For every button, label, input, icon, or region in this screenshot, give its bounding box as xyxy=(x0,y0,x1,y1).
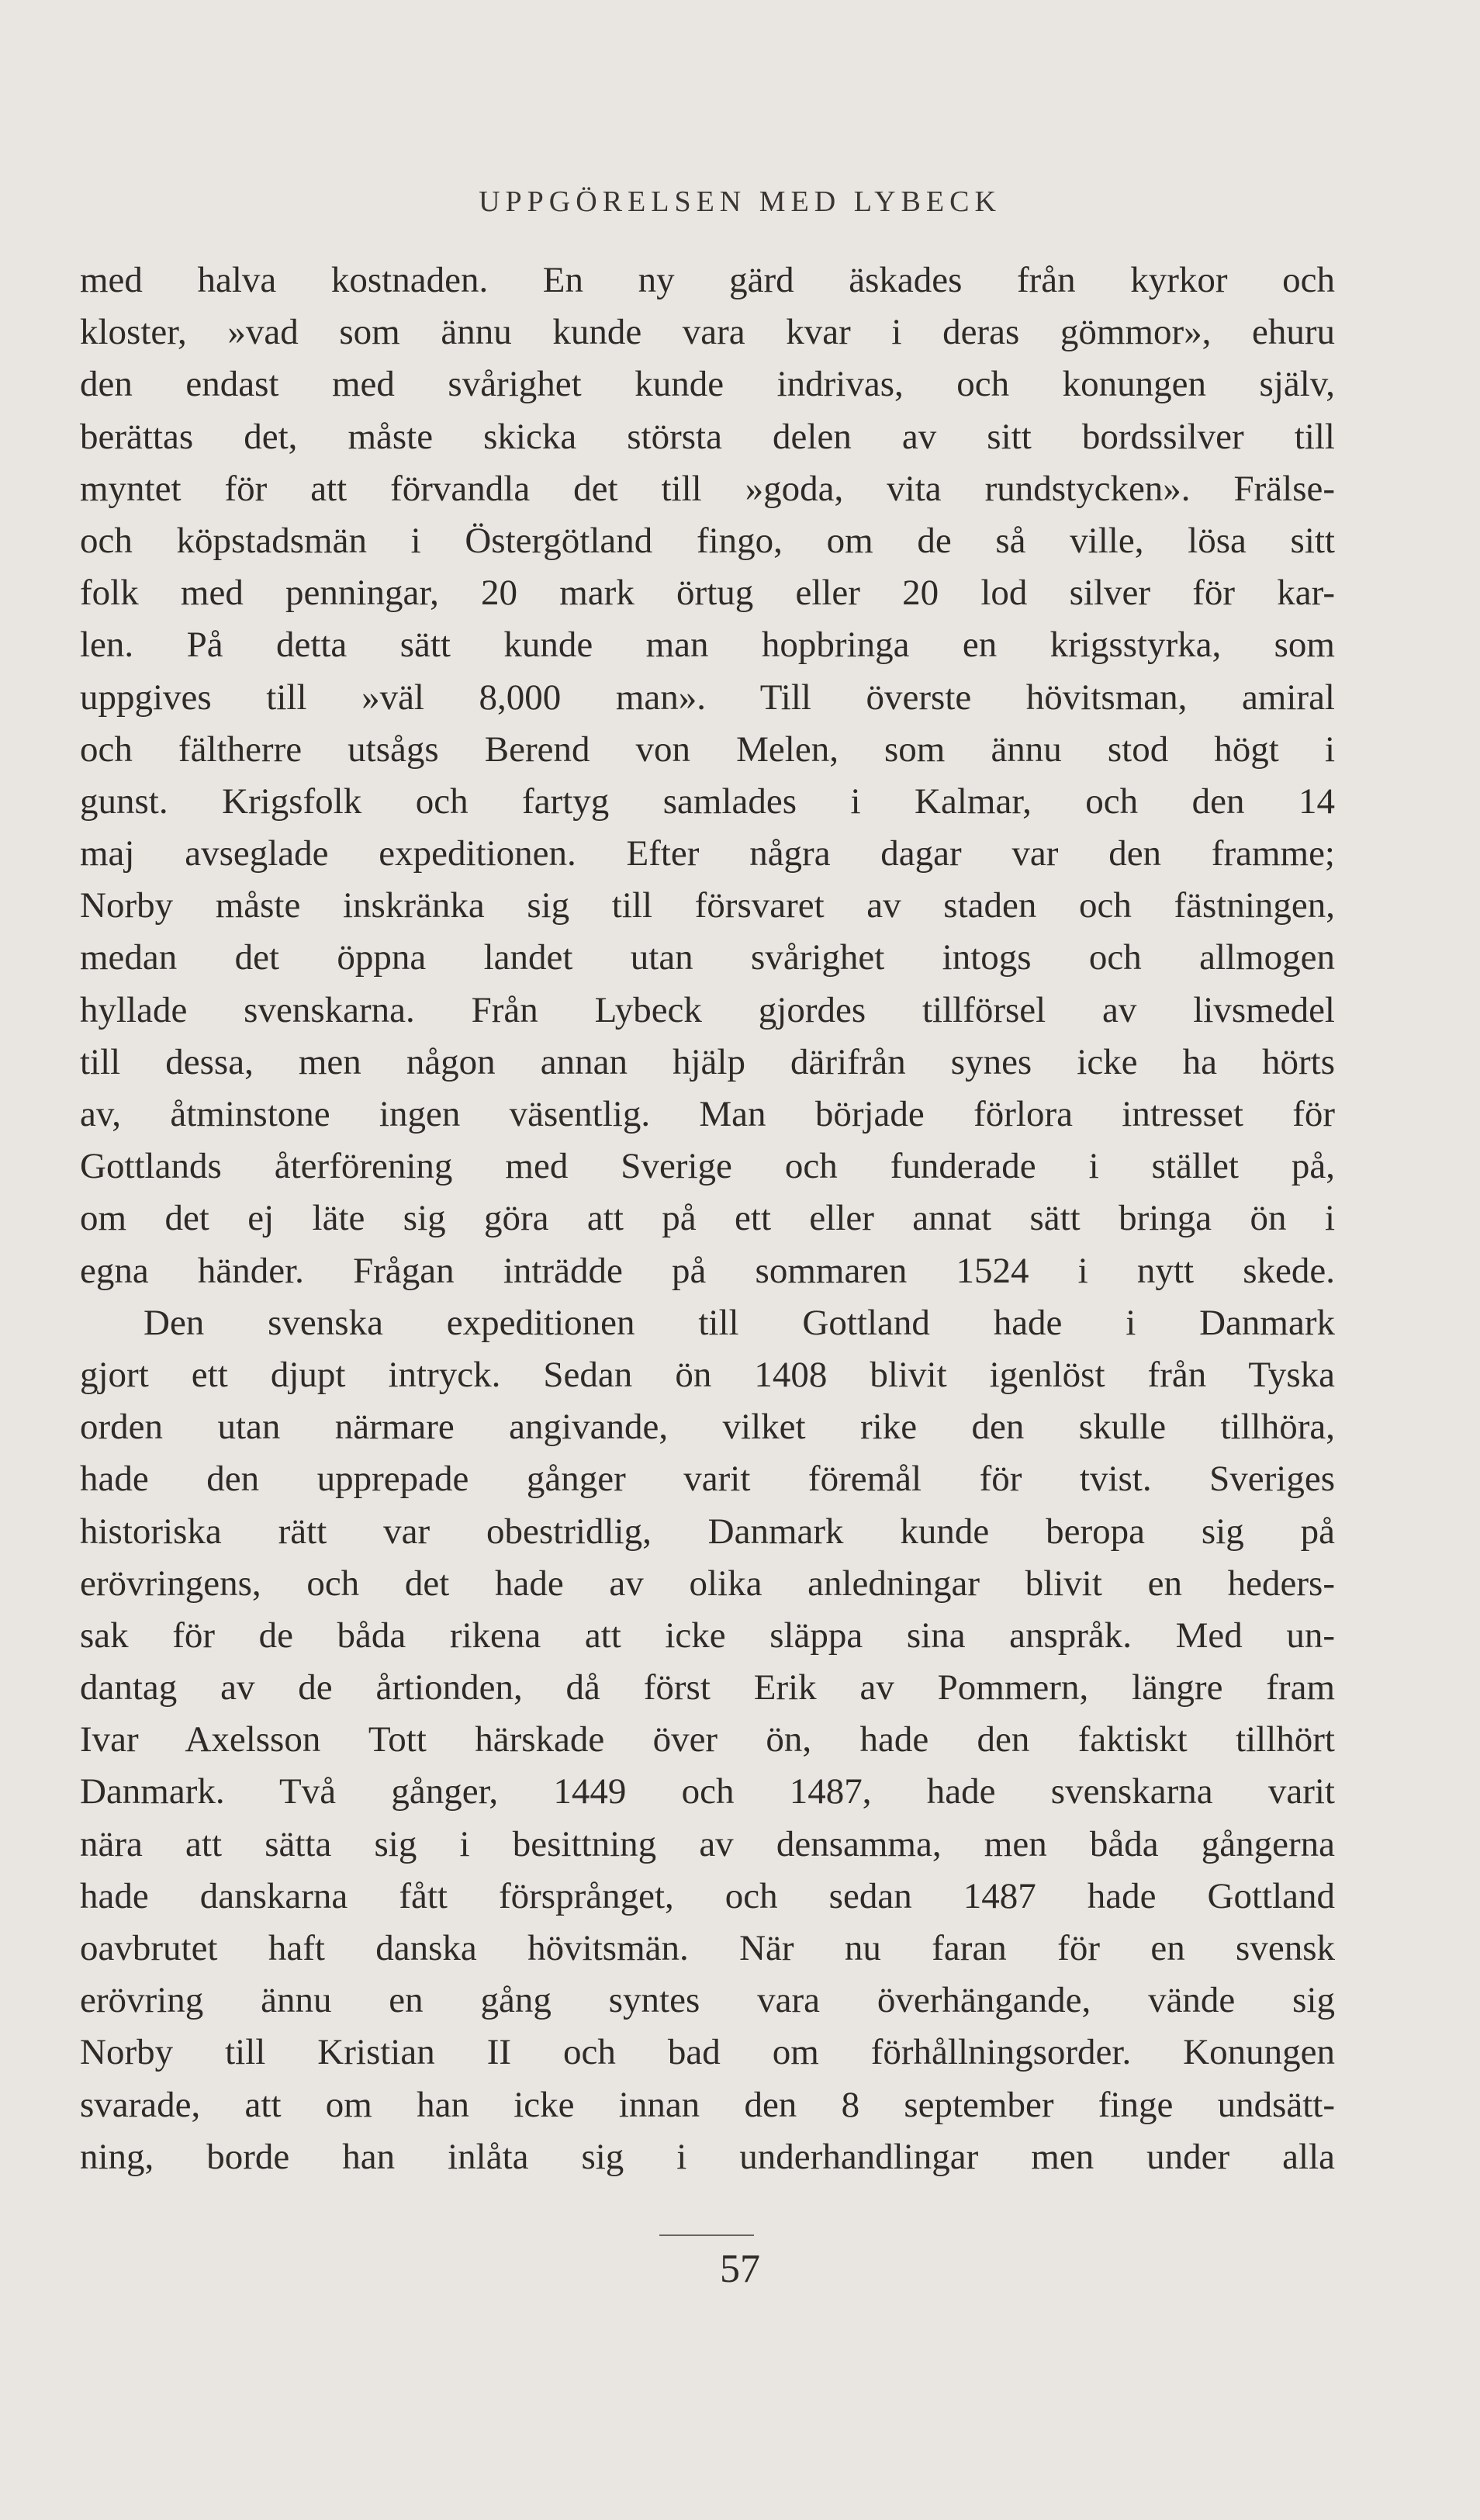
text-line: svarade, att om han icke innan den 8 september finge undsätt- xyxy=(80,2084,1335,2125)
text-line: gjort ett djupt intryck. Sedan ön 1408 blivit igenlöst från Tyska xyxy=(80,1354,1335,1395)
text-line: dantag av de årtionden, då först Erik av Pommern, längre fram xyxy=(80,1667,1335,1708)
text-line: uppgives till »väl 8,000 man». Till överste hövitsman, amiral xyxy=(80,677,1335,718)
text-line: erövringens, och det hade av olika anledningar blivit en heders- xyxy=(80,1563,1335,1604)
text-line: historiska rätt var obestridlig, Danmark kunde beropa sig på xyxy=(80,1511,1335,1552)
text-line: myntet för att förvandla det till »goda, vita rundstycken». Frälse- xyxy=(80,468,1335,509)
text-line: maj avseglade expeditionen. Efter några dagar var den framme; xyxy=(80,833,1335,874)
text-line: hade danskarna fått försprånget, och sedan 1487 hade Gottland xyxy=(80,1875,1335,1916)
text-line: erövring ännu en gång syntes vara överhängande, vände sig xyxy=(80,1980,1335,2021)
text-line: orden utan närmare angivande, vilket rike den skulle tillhöra, xyxy=(80,1407,1335,1448)
text-line: av, åtminstone ingen väsentlig. Man började förlora intresset för xyxy=(80,1094,1335,1134)
running-head: UPPGÖRELSEN MED LYBECK xyxy=(479,185,1001,218)
text-line: Norby måste inskränka sig till försvaret av staden och fästningen, xyxy=(80,885,1335,926)
text-line: och köpstadsmän i Östergötland fingo, om de så ville, lösa sitt xyxy=(80,520,1335,561)
text-line: oavbrutet haft danska hövitsmän. När nu faran för en svensk xyxy=(80,1928,1335,1968)
text-line: Ivar Axelsson Tott härskade över ön, hade den faktiskt tillhört xyxy=(80,1719,1335,1760)
text-line: med halva kostnaden. En ny gärd äskades från kyrkor och xyxy=(80,260,1335,300)
text-line: ning, borde han inlåta sig i underhandlingar men under alla xyxy=(80,2136,1335,2177)
text-line: berättas det, måste skicka största delen av sitt bordssilver till xyxy=(80,416,1335,457)
text-line: Norby till Kristian II och bad om förhållningsorder. Konungen xyxy=(80,2032,1335,2073)
text-line: om det ej läte sig göra att på ett eller annat sätt bringa ön i xyxy=(80,1198,1335,1239)
text-line: kloster, »vad som ännu kunde vara kvar i deras gömmor», ehuru xyxy=(80,312,1335,353)
text-line: den endast med svårighet kunde indrivas, och konungen själv, xyxy=(80,364,1335,405)
text-line: till dessa, men någon annan hjälp därifrån synes icke ha hörts xyxy=(80,1041,1335,1082)
text-line: sak för de båda rikena att icke släppa sina anspråk. Med un- xyxy=(80,1615,1335,1656)
text-line: och fältherre utsågs Berend von Melen, som ännu stod högt i xyxy=(80,729,1335,770)
text-line: nära att sätta sig i besittning av densamma, men båda gångerna xyxy=(80,1823,1335,1864)
text-line: hade den upprepade gånger varit föremål för tvist. Sveriges xyxy=(80,1459,1335,1500)
page-number: 57 xyxy=(720,2247,760,2291)
text-line: Gottlands återförening med Sverige och funderade i stället på, xyxy=(80,1146,1335,1187)
text-line: Danmark. Två gånger, 1449 och 1487, hade svenskarna varit xyxy=(80,1771,1335,1812)
text-line: egna händer. Frågan inträdde på sommaren 1524 i nytt skede. xyxy=(80,1250,1335,1291)
text-line-paragraph-start: Den svenska expeditionen till Gottland hade i Danmark xyxy=(144,1302,1335,1343)
text-line: gunst. Krigsfolk och fartyg samlades i Kalmar, och den 14 xyxy=(80,781,1335,822)
body-text xyxy=(80,254,1335,2183)
text-line: hyllade svenskarna. Från Lybeck gjordes tillförsel av livsmedel xyxy=(80,989,1335,1030)
text-line: medan det öppna landet utan svårighet intogs och allmogen xyxy=(80,937,1335,978)
text-line: folk med penningar, 20 mark örtug eller 20 lod silver för kar- xyxy=(80,573,1335,614)
folio-rule xyxy=(659,2234,754,2236)
text-line: len. På detta sätt kunde man hopbringa en krigsstyrka, som xyxy=(80,625,1335,666)
